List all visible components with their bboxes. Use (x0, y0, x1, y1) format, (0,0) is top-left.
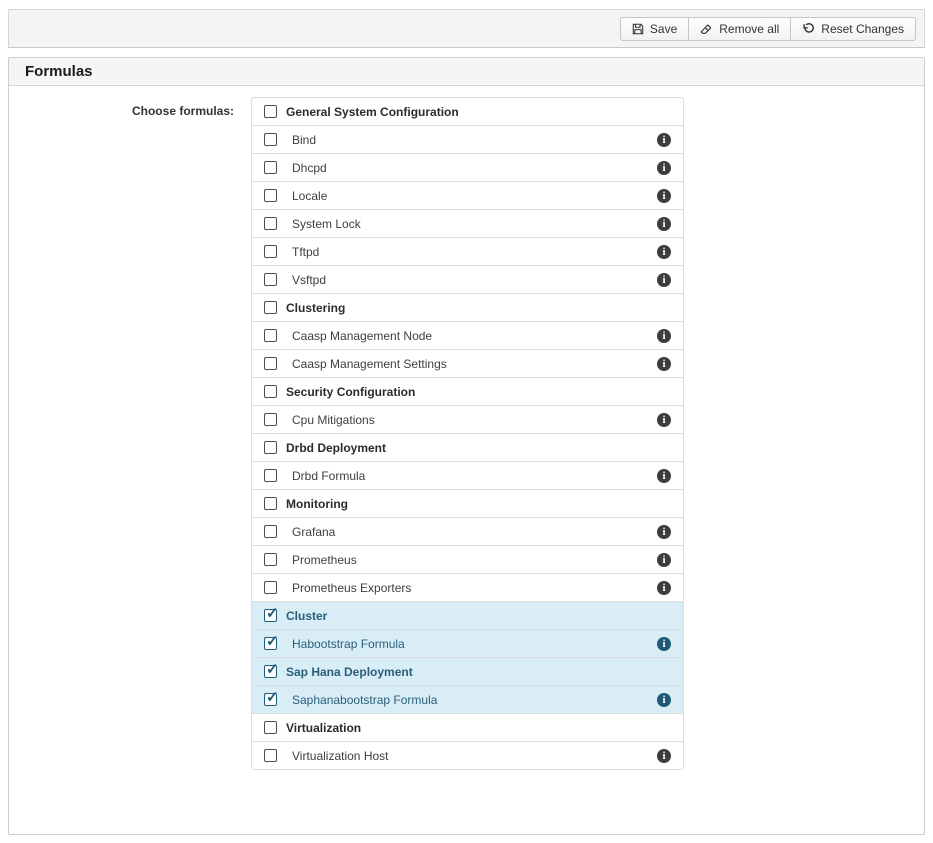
formula-row[interactable] (251, 97, 684, 126)
formula-label: Drbd Formula (292, 468, 366, 483)
formula-checkbox[interactable] (264, 133, 277, 146)
info-icon[interactable]: i (657, 553, 671, 567)
reset-changes-button-label: Reset Changes (821, 21, 904, 36)
formula-label: Vsftpd (292, 272, 327, 287)
formula-label: Cluster (286, 608, 328, 623)
formula-row[interactable] (251, 377, 684, 406)
formula-label: Dhcpd (292, 160, 327, 175)
formula-row[interactable] (251, 713, 684, 742)
formula-row[interactable] (251, 517, 684, 546)
formula-checkbox[interactable] (264, 469, 277, 482)
formula-checkbox[interactable] (264, 189, 277, 202)
formula-row[interactable] (251, 657, 684, 686)
formula-label: Cpu Mitigations (292, 412, 375, 427)
formula-row[interactable] (251, 741, 684, 770)
formula-label: Prometheus (292, 552, 357, 567)
formula-checkbox[interactable] (264, 301, 277, 314)
info-icon[interactable]: i (657, 189, 671, 203)
formula-row[interactable] (251, 265, 684, 294)
choose-formulas-label: Choose formulas: (131, 104, 234, 118)
formula-label: Grafana (292, 524, 336, 539)
formulas-panel (8, 57, 925, 835)
formula-label: Caasp Management Settings (292, 356, 447, 371)
formula-row[interactable] (251, 405, 684, 434)
info-icon[interactable]: i (657, 273, 671, 287)
formula-row[interactable] (251, 573, 684, 602)
formula-checkbox[interactable] (264, 525, 277, 538)
formula-row[interactable] (251, 237, 684, 266)
formula-label: Drbd Deployment (286, 440, 387, 455)
formula-label: Prometheus Exporters (292, 580, 412, 595)
formula-checkbox[interactable] (264, 609, 277, 622)
formula-checkbox[interactable] (264, 245, 277, 258)
formula-checkbox[interactable] (264, 385, 277, 398)
remove-all-button-label: Remove all (719, 21, 780, 36)
undo-icon (802, 22, 815, 35)
formula-checkbox[interactable] (264, 273, 277, 286)
formula-checkbox[interactable] (264, 497, 277, 510)
formula-label: System Lock (292, 216, 361, 231)
formula-checkbox[interactable] (264, 665, 277, 678)
formula-row[interactable] (251, 153, 684, 182)
formula-row[interactable] (251, 601, 684, 630)
info-icon[interactable]: i (657, 357, 671, 371)
formula-checkbox[interactable] (264, 693, 277, 706)
formula-row[interactable] (251, 181, 684, 210)
eraser-icon (700, 23, 713, 35)
reset-changes-button[interactable] (790, 17, 916, 41)
formula-label: Monitoring (286, 496, 348, 511)
info-icon[interactable]: i (657, 161, 671, 175)
info-icon[interactable]: i (657, 329, 671, 343)
formula-row[interactable] (251, 349, 684, 378)
formula-label: General System Configuration (286, 104, 459, 119)
formula-row[interactable] (251, 489, 684, 518)
formula-label: Bind (292, 132, 317, 147)
remove-all-button[interactable] (688, 17, 791, 41)
formula-checkbox[interactable] (264, 581, 277, 594)
formula-checkbox[interactable] (264, 721, 277, 734)
formula-checkbox[interactable] (264, 441, 277, 454)
formula-label: Clustering (286, 300, 346, 315)
formula-row[interactable] (251, 685, 684, 714)
formula-row[interactable] (251, 293, 684, 322)
info-icon[interactable]: i (657, 133, 671, 147)
formula-checkbox[interactable] (264, 357, 277, 370)
info-icon[interactable]: i (657, 245, 671, 259)
formula-row[interactable] (251, 629, 684, 658)
formula-checkbox[interactable] (264, 749, 277, 762)
panel-title: Formulas (9, 58, 924, 86)
info-icon[interactable]: i (657, 693, 671, 707)
info-icon[interactable]: i (657, 217, 671, 231)
toolbar-button-group (620, 17, 916, 41)
save-button[interactable] (620, 17, 689, 41)
formula-label: Virtualization (286, 720, 362, 735)
formula-row[interactable] (251, 433, 684, 462)
formula-label: Virtualization Host (292, 748, 389, 763)
formula-checkbox[interactable] (264, 553, 277, 566)
formula-checkbox[interactable] (264, 217, 277, 230)
formula-row[interactable] (251, 461, 684, 490)
formula-list (251, 97, 684, 770)
panel-body (9, 86, 924, 770)
formula-label: Locale (292, 188, 328, 203)
info-icon[interactable]: i (657, 413, 671, 427)
formula-row[interactable] (251, 125, 684, 154)
formula-label: Tftpd (292, 244, 320, 259)
formula-label: Saphanabootstrap Formula (292, 692, 438, 707)
formula-row[interactable] (251, 545, 684, 574)
formula-checkbox[interactable] (264, 105, 277, 118)
info-icon[interactable]: i (657, 525, 671, 539)
formula-checkbox[interactable] (264, 329, 277, 342)
formula-checkbox[interactable] (264, 161, 277, 174)
formula-label: Caasp Management Node (292, 328, 433, 343)
info-icon[interactable]: i (657, 637, 671, 651)
formula-checkbox[interactable] (264, 637, 277, 650)
save-button-label: Save (649, 21, 678, 36)
toolbar (8, 9, 925, 48)
formula-label: Security Configuration (286, 384, 416, 399)
formula-row[interactable] (251, 209, 684, 238)
formula-label: Sap Hana Deployment (286, 664, 413, 679)
info-icon[interactable]: i (657, 469, 671, 483)
formula-checkbox[interactable] (264, 413, 277, 426)
info-icon[interactable]: i (657, 581, 671, 595)
formula-row[interactable] (251, 321, 684, 350)
save-icon (632, 23, 644, 35)
formula-label: Habootstrap Formula (292, 636, 405, 651)
info-icon[interactable]: i (657, 749, 671, 763)
